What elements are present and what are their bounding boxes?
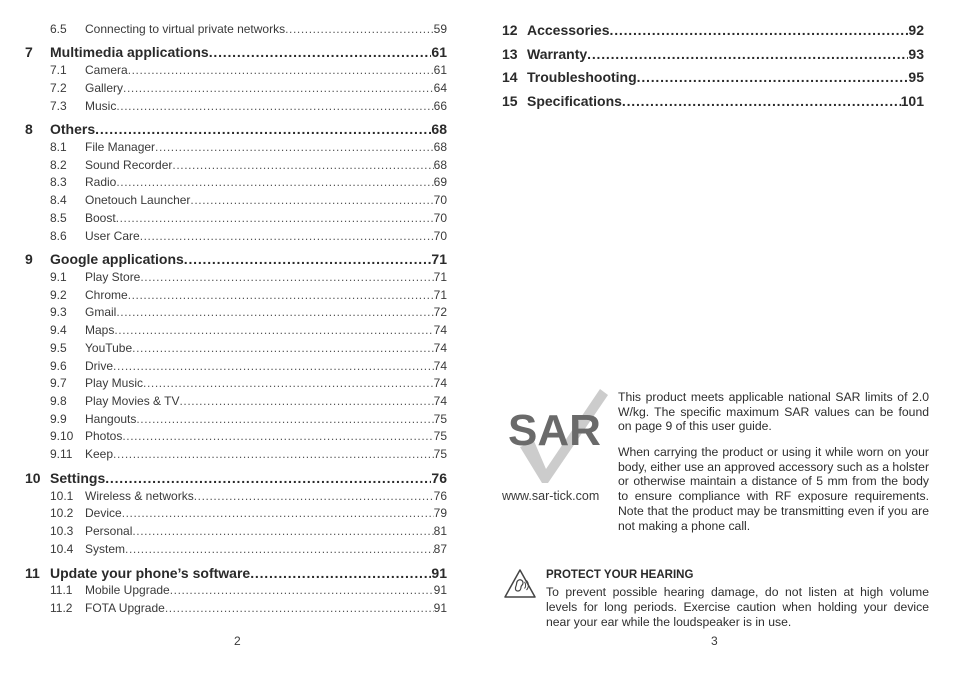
toc-section-entry [50, 62, 447, 78]
toc-entry-page: 95 [908, 69, 924, 85]
toc-entry-number: 7.2 [50, 81, 67, 95]
toc-section-entry [50, 488, 447, 504]
toc-entry-number: 9.7 [50, 376, 67, 390]
toc-entry-page: 64 [433, 81, 447, 95]
sar-url: www.sar-tick.com [502, 489, 600, 503]
toc-leader-dots [190, 192, 433, 208]
sar-tick-logo [500, 385, 615, 485]
toc-leader-dots [209, 43, 432, 61]
toc-entry-page: 91 [433, 583, 447, 597]
toc-entry-number: 9.8 [50, 394, 67, 408]
toc-entry-number: 8.1 [50, 140, 67, 154]
toc-entry-page: 92 [908, 22, 924, 38]
toc-leader-dots [128, 62, 434, 78]
toc-entry-number: 8.6 [50, 229, 67, 243]
toc-section-entry [50, 393, 447, 409]
toc-chapter-entry [25, 43, 447, 61]
toc-entry-title: Chrome [85, 288, 128, 302]
toc-entry-title: Onetouch Launcher [85, 193, 191, 207]
toc-entry-number: 8.5 [50, 211, 67, 225]
toc-leader-dots [116, 304, 433, 320]
toc-entry-page: 70 [433, 193, 447, 207]
toc-leader-dots [610, 21, 909, 39]
toc-entry-number: 9.2 [50, 288, 67, 302]
toc-entry-title: Play Music [85, 376, 144, 390]
toc-entry-title: Connecting to virtual private networks [85, 22, 286, 36]
toc-leader-dots [184, 250, 432, 268]
toc-leader-dots [250, 564, 431, 582]
toc-entry-page: 71 [431, 251, 447, 267]
toc-leader-dots [116, 210, 434, 226]
page-number-left: 2 [234, 634, 241, 648]
toc-entry-title: Camera [85, 63, 128, 77]
toc-section-entry [50, 446, 447, 462]
toc-entry-page: 91 [433, 601, 447, 615]
toc-entry-title: Mobile Upgrade [85, 583, 170, 597]
toc-leader-dots [105, 469, 431, 487]
toc-chapter-entry [502, 92, 924, 110]
toc-entry-number: 9.11 [50, 447, 73, 461]
toc-entry-number: 8.3 [50, 175, 67, 189]
toc-entry-page: 59 [433, 22, 447, 36]
toc-entry-page: 70 [433, 211, 447, 225]
toc-entry-number: 11.2 [50, 601, 73, 615]
toc-entry-title: Wireless & networks [85, 489, 194, 503]
toc-entry-title: Others [50, 121, 96, 137]
toc-entry-title: Boost [85, 211, 116, 225]
toc-section-entry [50, 582, 447, 598]
toc-entry-title: Photos [85, 429, 123, 443]
toc-entry-page: 71 [433, 270, 447, 284]
toc-entry-title: YouTube [85, 341, 133, 355]
toc-section-entry [50, 192, 447, 208]
toc-section-entry [50, 322, 447, 338]
toc-entry-number: 11.1 [50, 583, 73, 597]
hearing-text: To prevent possible hearing damage, do not listen at high volume levels for long periods. Exercise caution when holding your device near your ear while the loudspeaker is in use. [546, 585, 929, 629]
toc-entry-number: 10.1 [50, 489, 74, 503]
toc-entry-number: 6.5 [50, 22, 67, 36]
toc-section-entry [50, 505, 447, 521]
toc-leader-dots [194, 488, 434, 504]
toc-entry-page: 79 [433, 506, 447, 520]
toc-entry-title: Personal [85, 524, 133, 538]
toc-entry-page: 74 [433, 376, 447, 390]
toc-entry-page: 68 [433, 158, 447, 172]
toc-leader-dots [114, 322, 433, 338]
toc-leader-dots [122, 428, 433, 444]
toc-entry-page: 76 [433, 489, 447, 503]
toc-entry-number: 8 [25, 121, 33, 137]
toc-entry-page: 66 [433, 99, 447, 113]
toc-entry-page: 74 [433, 341, 447, 355]
toc-chapter-entry [502, 45, 924, 63]
toc-section-entry [50, 210, 447, 226]
toc-entry-page: 72 [433, 305, 447, 319]
toc-section-entry [50, 375, 447, 391]
toc-entry-page: 71 [433, 288, 447, 302]
toc-entry-title: Drive [85, 359, 114, 373]
toc-entry-title: Settings [50, 470, 106, 486]
toc-entry-page: 75 [433, 412, 447, 426]
toc-leader-dots [637, 68, 909, 86]
toc-leader-dots [113, 358, 434, 374]
toc-entry-title: Sound Recorder [85, 158, 173, 172]
toc-entry-number: 8.4 [50, 193, 67, 207]
toc-leader-dots [116, 98, 433, 114]
toc-leader-dots [132, 523, 433, 539]
toc-entry-title: Multimedia applications [50, 44, 209, 60]
toc-entry-number: 7 [25, 44, 33, 60]
toc-entry-number: 10.2 [50, 506, 74, 520]
page-number-right: 3 [711, 634, 718, 648]
toc-entry-page: 69 [433, 175, 447, 189]
toc-leader-dots [179, 393, 433, 409]
toc-section-entry [50, 174, 447, 190]
toc-entry-number: 12 [502, 22, 518, 38]
sar-paragraph-2: When carrying the product or using it while worn on your body, either use an approved accessory such as a holster or otherwise maintain a distance of 5 mm from the body to ensure compliance with RF exposure requirements. Note that the product may be transmitting even if you are not making a phone call. [618, 445, 929, 533]
toc-entry-title: Music [85, 99, 117, 113]
toc-entry-title: Gmail [85, 305, 117, 319]
toc-leader-dots [143, 375, 434, 391]
toc-entry-page: 61 [433, 63, 447, 77]
toc-entry-number: 9.3 [50, 305, 67, 319]
toc-entry-title: Hangouts [85, 412, 137, 426]
toc-entry-page: 74 [433, 359, 447, 373]
hearing-title: PROTECT YOUR HEARING [546, 569, 694, 581]
toc-entry-title: User Care [85, 229, 140, 243]
toc-leader-dots [122, 505, 434, 521]
toc-section-entry [50, 428, 447, 444]
toc-leader-dots [132, 340, 433, 356]
toc-entry-page: 101 [900, 93, 924, 109]
toc-entry-page: 81 [433, 524, 447, 538]
toc-entry-title: Specifications [527, 93, 622, 109]
toc-entry-number: 14 [502, 69, 518, 85]
toc-entry-number: 8.2 [50, 158, 67, 172]
toc-entry-title: Warranty [527, 46, 588, 62]
toc-chapter-entry [502, 68, 924, 86]
toc-leader-dots [116, 174, 433, 190]
toc-leader-dots [123, 80, 434, 96]
toc-section-entry [50, 340, 447, 356]
toc-section-entry [50, 228, 447, 244]
toc-chapter-entry [25, 120, 447, 138]
toc-chapter-entry [25, 564, 447, 582]
toc-entry-number: 9.10 [50, 429, 74, 443]
toc-entry-title: File Manager [85, 140, 156, 154]
toc-entry-title: Keep [85, 447, 114, 461]
toc-entry-page: 76 [431, 470, 447, 486]
toc-entry-page: 70 [433, 229, 447, 243]
toc-leader-dots [113, 446, 434, 462]
toc-entry-number: 9.6 [50, 359, 67, 373]
toc-entry-title: System [85, 542, 126, 556]
toc-entry-title: Gallery [85, 81, 124, 95]
toc-entry-title: Troubleshooting [527, 69, 637, 85]
toc-entry-number: 9 [25, 251, 33, 267]
toc-leader-dots [172, 157, 433, 173]
toc-entry-title: Play Movies & TV [85, 394, 180, 408]
toc-section-entry [50, 80, 447, 96]
toc-leader-dots [95, 120, 431, 138]
toc-entry-title: Device [85, 506, 122, 520]
toc-entry-number: 15 [502, 93, 518, 109]
toc-leader-dots [140, 269, 433, 285]
toc-entry-number: 9.9 [50, 412, 67, 426]
toc-section-entry [50, 304, 447, 320]
toc-entry-title: Accessories [527, 22, 610, 38]
toc-section-entry [50, 523, 447, 539]
toc-entry-page: 91 [431, 565, 447, 581]
toc-section-entry [50, 21, 447, 37]
toc-entry-title: Maps [85, 323, 115, 337]
toc-entry-page: 74 [433, 323, 447, 337]
toc-leader-dots [622, 92, 901, 110]
toc-leader-dots [128, 287, 434, 303]
toc-entry-page: 74 [433, 394, 447, 408]
sar-logo-text: SAR [508, 406, 601, 455]
toc-entry-title: Radio [85, 175, 117, 189]
toc-section-entry [50, 98, 447, 114]
toc-entry-page: 75 [433, 447, 447, 461]
toc-leader-dots [170, 582, 434, 598]
toc-section-entry [50, 157, 447, 173]
toc-entry-number: 11 [25, 565, 40, 581]
toc-entry-number: 9.4 [50, 323, 67, 337]
toc-entry-page: 68 [431, 121, 447, 137]
toc-entry-number: 13 [502, 46, 518, 62]
toc-leader-dots [165, 600, 434, 616]
toc-entry-title: Google applications [50, 251, 184, 267]
toc-entry-number: 9.5 [50, 341, 67, 355]
toc-section-entry [50, 269, 447, 285]
toc-entry-number: 9.1 [50, 270, 67, 284]
toc-section-entry [50, 541, 447, 557]
toc-section-entry [50, 600, 447, 616]
toc-entry-number: 10.3 [50, 524, 74, 538]
sar-paragraph-1: This product meets applicable national SAR limits of 2.0 W/kg. The specific maximum SAR values can be found on page 9 of this user guide. [618, 390, 929, 434]
toc-leader-dots [587, 45, 908, 63]
toc-chapter-entry [25, 469, 447, 487]
toc-entry-number: 10.4 [50, 542, 74, 556]
toc-entry-title: Play Store [85, 270, 141, 284]
toc-entry-page: 61 [431, 44, 447, 60]
toc-entry-page: 68 [433, 140, 447, 154]
toc-section-entry [50, 411, 447, 427]
toc-leader-dots [125, 541, 434, 557]
toc-entry-number: 7.1 [50, 63, 67, 77]
toc-leader-dots [155, 139, 434, 155]
toc-entry-number: 7.3 [50, 99, 67, 113]
toc-chapter-entry [25, 250, 447, 268]
toc-chapter-entry [502, 21, 924, 39]
toc-section-entry [50, 358, 447, 374]
toc-leader-dots [285, 21, 434, 37]
toc-entry-page: 75 [433, 429, 447, 443]
toc-entry-title: Update your phone’s software [50, 565, 251, 581]
hearing-warning-icon [503, 568, 537, 600]
toc-leader-dots [140, 228, 434, 244]
toc-entry-page: 93 [908, 46, 924, 62]
toc-entry-page: 87 [433, 542, 447, 556]
toc-section-entry [50, 287, 447, 303]
toc-section-entry [50, 139, 447, 155]
toc-entry-title: FOTA Upgrade [85, 601, 165, 615]
toc-leader-dots [136, 411, 433, 427]
toc-entry-number: 10 [25, 470, 41, 486]
